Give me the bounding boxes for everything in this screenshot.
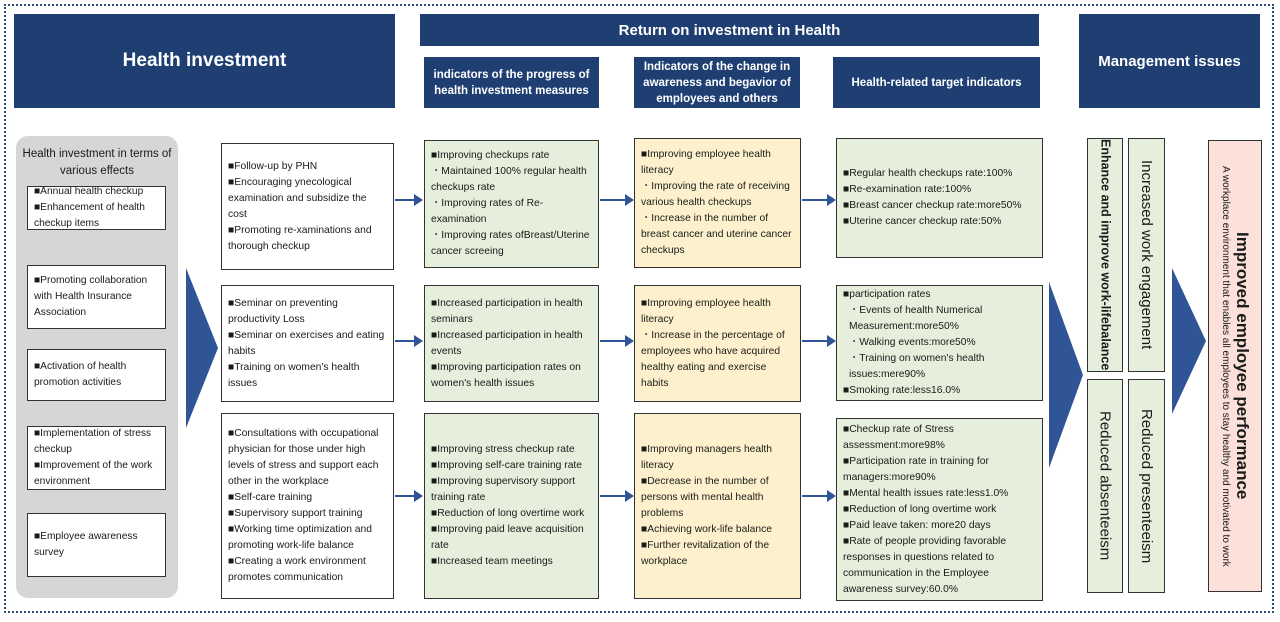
effect-item xyxy=(27,265,166,329)
measures-line: ■Follow-up by PHN xyxy=(228,160,318,172)
effect-item xyxy=(27,186,166,230)
presenteeism-box xyxy=(1128,379,1165,593)
measures-line: ■Working time optimization and promoting work-life balance xyxy=(228,524,375,551)
progress-line: ■Increased participation in health seminars xyxy=(431,297,586,325)
change-indicators-header xyxy=(634,57,800,108)
progress-line: ■Increased team meetings xyxy=(431,556,553,567)
progress-line: ■Improving supervisory support training rate xyxy=(431,476,579,503)
row-3-targets-box xyxy=(836,418,1043,601)
progress-line: ■Improving participation rates on women's health issues xyxy=(431,361,584,389)
row-2-targets-box xyxy=(836,285,1043,401)
outcome-box xyxy=(1208,140,1262,592)
measures-line: ■Supervisory support training xyxy=(228,508,363,519)
targets-line: ■Checkup rate of Stress assessment:more98% xyxy=(843,423,957,451)
effect-item xyxy=(27,349,166,401)
health-investment-header xyxy=(14,14,395,108)
change-line: ■Improving employee health literacy xyxy=(641,297,774,325)
targets-line: ・Walking events:more50% xyxy=(849,337,976,348)
progress-line: ・Improving rates ofBreast/Uterine cancer screeing xyxy=(431,230,593,257)
effect-item-line: ■Activation of health promotion activities xyxy=(34,361,130,388)
row-2-arrow-1 xyxy=(395,340,421,342)
row-3-measures-box xyxy=(221,413,394,599)
change-line: ■Further revitalization of the workplace xyxy=(641,540,772,567)
target-indicators-title: Health-related target indicators xyxy=(851,76,1022,89)
measures-line: ■Seminar on exercises and eating habits xyxy=(228,329,388,357)
row-2-progress-box xyxy=(424,285,599,402)
row-1-targets-box xyxy=(836,138,1043,258)
targets-line: ■Rate of people providing favorable responses in questions related to communication in the Employee awareness survey:60.0% xyxy=(843,535,1009,595)
row-2-change-box xyxy=(634,285,801,402)
row-1-change-box xyxy=(634,138,801,268)
measures-line: ■Encouraging ynecological examination and subsidize the cost xyxy=(228,176,370,220)
effect-item-line: ■Annual health checkup xyxy=(34,186,144,197)
change-line: ■Achieving work-life balance xyxy=(641,524,772,535)
progress-line: ・Maintained 100% regular health checkups rate xyxy=(431,166,590,193)
absenteeism-box xyxy=(1087,379,1123,593)
measures-line: ■Creating a work environment promotes communication xyxy=(228,556,369,583)
change-indicators-title: Indicators of the change in awareness and begavior of employees and others xyxy=(643,60,791,105)
change-line: ・Increase in the number of breast cancer and uterine cancer checkups xyxy=(641,213,795,256)
progress-line: ■Reduction of long overtime work xyxy=(431,508,585,519)
row-2-arrow-3 xyxy=(802,340,834,342)
row-3-arrow-2 xyxy=(600,495,632,497)
targets-line: ■Uterine cancer checkup rate:50% xyxy=(843,216,1002,227)
row-1-measures-box xyxy=(221,143,394,270)
outcome-text xyxy=(1218,166,1252,567)
row-3-arrow-3 xyxy=(802,495,834,497)
targets-line: ■Paid leave taken: more20 days xyxy=(843,519,991,531)
effect-item-line: ■Promoting collaboration with Health Insurance Association xyxy=(34,275,151,318)
management-issues-header xyxy=(1079,14,1260,108)
health-investment-title: Health investment xyxy=(122,50,287,71)
outcome-subtitle: A workplace environment that enables all employees to stay healthy and motivated to work xyxy=(1220,165,1231,567)
measures-line: ■Seminar on preventing productivity Loss xyxy=(228,297,341,325)
row-3-arrow-1 xyxy=(395,495,421,497)
effect-item xyxy=(27,426,166,490)
targets-line: ・Events of health Numerical Measurement:more50% xyxy=(849,305,986,332)
effect-item-line: ■Enhancement of health checkup items xyxy=(34,202,148,229)
row-3-change-box xyxy=(634,413,801,599)
effect-item xyxy=(27,513,166,577)
row-1-progress-box xyxy=(424,140,599,268)
progress-line: ■Improving stress checkup rate xyxy=(431,444,575,455)
absenteeism-label: Reduced absenteeism xyxy=(1096,411,1114,561)
row-1-arrow-3 xyxy=(802,199,834,201)
progress-line: ■Improving checkups rate xyxy=(431,150,550,161)
row-2-arrow-2 xyxy=(600,340,632,342)
change-line: ・Improving the rate of receiving various health checkups xyxy=(641,181,793,208)
targets-line: ■Mental health issues rate:less1.0% xyxy=(843,487,1009,499)
roi-header xyxy=(420,14,1039,46)
change-line: ・Increase in the percentage of employees who have acquired healthy eating and exercise habits xyxy=(641,329,788,389)
effects-panel-title: Health investment in terms of various effects xyxy=(22,148,172,177)
measures-line: ■Training on women's health issues xyxy=(228,361,363,389)
roi-title: Return on investment in Health xyxy=(618,21,841,39)
outcome-title: Improved employee performance xyxy=(1233,232,1252,500)
presenteeism-label: Reduced presenteeism xyxy=(1138,408,1155,564)
change-line: ■Decrease in the number of persons with mental health problems xyxy=(641,476,772,519)
work-life-balance-label: Enhance and improve work-lifebalance xyxy=(1098,139,1113,371)
measures-line: ■Self-care training xyxy=(228,492,313,503)
targets-line: ■Participation rate in training for managers:more90% xyxy=(843,455,992,483)
targets-line: ■Breast cancer checkup rate:more50% xyxy=(843,200,1022,211)
target-indicators-header xyxy=(833,57,1040,108)
targets-line: ■Re-examination rate:100% xyxy=(843,184,972,195)
effect-item-line: ■Employee awareness survey xyxy=(34,531,141,558)
progress-line: ■Increased participation in health events xyxy=(431,329,586,357)
effect-item-line: ■Implementation of stress checkup xyxy=(34,428,154,455)
row-2-measures-box xyxy=(221,285,394,402)
row-1-arrow-1 xyxy=(395,199,421,201)
management-issues-title: Management issues xyxy=(1098,52,1241,70)
work-engagement-box xyxy=(1128,138,1165,372)
targets-line: ■participation rates xyxy=(843,289,931,300)
measures-line: ■Consultations with occupational physician for those under high levels of stress and support each other in the workplace xyxy=(228,428,382,487)
effect-item-line: ■Improvement of the work environment xyxy=(34,460,156,487)
targets-line: ・Training on women's health issues:mere90% xyxy=(849,353,988,380)
progress-line: ・Improving rates of Re-examination xyxy=(431,198,544,225)
measures-line: ■Promoting re-xaminations and thorough checkup xyxy=(228,224,375,252)
work-life-balance-box xyxy=(1087,138,1123,372)
progress-line: ■Improving self-care training rate xyxy=(431,460,583,471)
progress-indicators-header xyxy=(424,57,599,108)
work-engagement-label: Increased work engagement xyxy=(1138,160,1155,350)
progress-line: ■Improving paid leave acquisition rate xyxy=(431,524,587,551)
change-line: ■Improving employee health literacy xyxy=(641,149,774,176)
targets-line: ■Regular health checkups rate:100% xyxy=(843,168,1013,179)
row-1-arrow-2 xyxy=(600,199,632,201)
change-line: ■Improving managers health literacy xyxy=(641,444,775,471)
targets-line: ■Reduction of long overtime work xyxy=(843,503,997,515)
row-3-progress-box xyxy=(424,413,599,599)
progress-indicators-title: indicators of the progress of health investment measures xyxy=(433,68,590,97)
targets-line: ■Smoking rate:less16.0% xyxy=(843,385,961,396)
